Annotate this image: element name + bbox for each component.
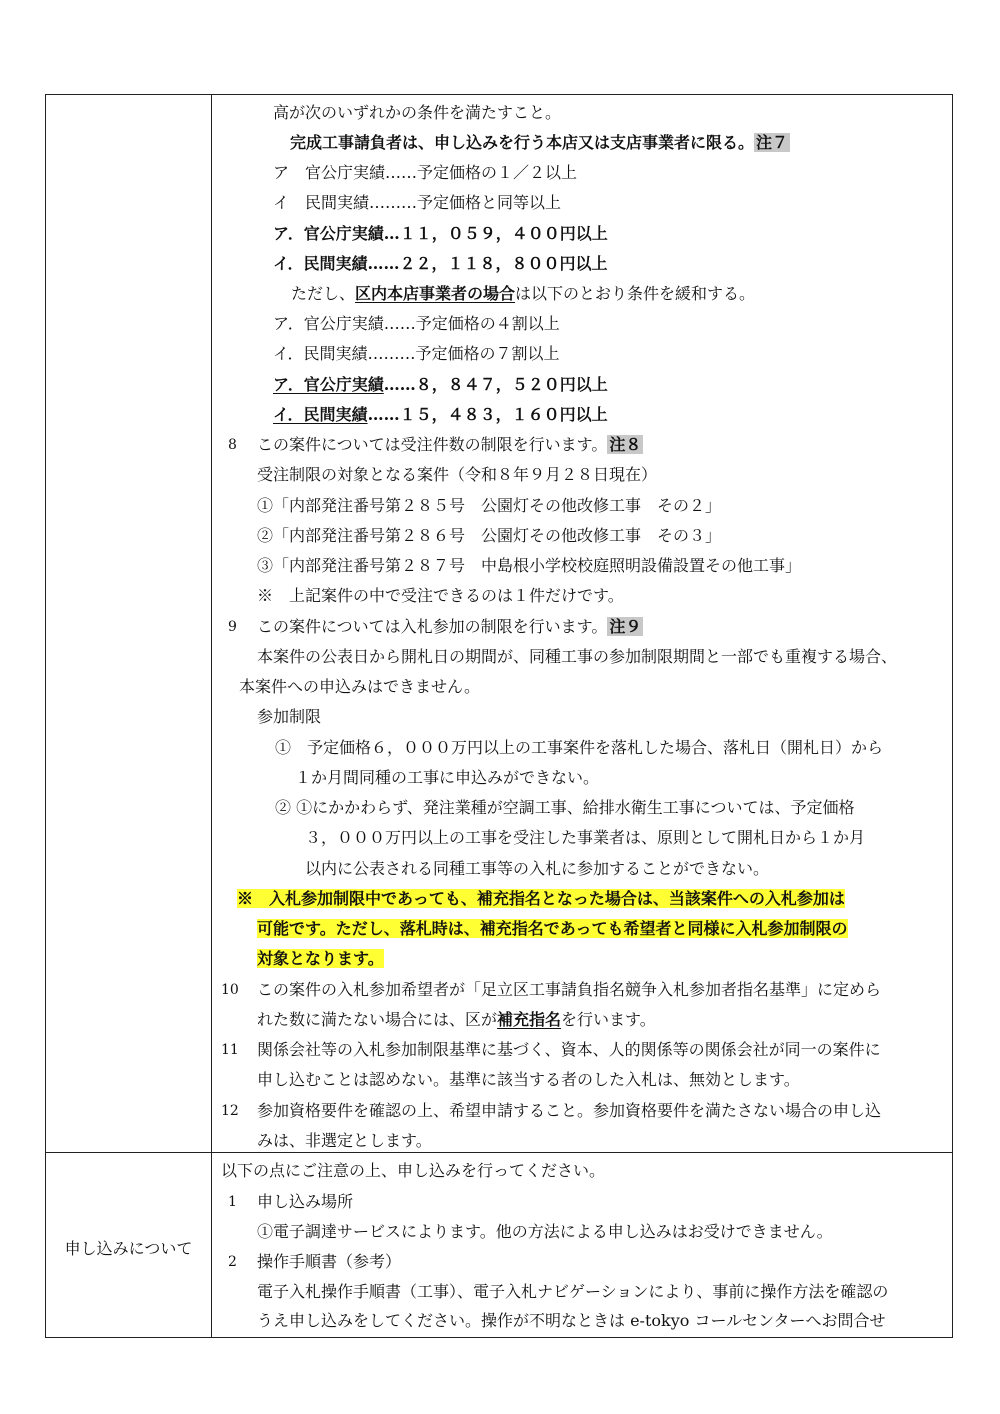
text-line: 申し込み場所 [257,1192,354,1211]
text-line: 本案件の公表日から開札日の期間が、同種工事の参加制限期間と一部でも重複する場合、 [257,647,898,666]
highlighted-line: 可能です。ただし、落札時は、補充指名であっても希望者と同様に入札参加制限の [257,919,848,938]
item-number: 10 [221,982,239,998]
text-line: 参加制限 [257,707,322,726]
text-line: 本案件への申込みはできません。 [239,677,480,696]
text-line: 参加資格要件を確認の上、希望申請すること。参加資格要件を満たさない場合の申し込 [257,1101,882,1120]
text-line: 申し込むことは認めない。基準に該当する者のした入札は、無効とします。 [257,1070,800,1089]
text-line: 操作手順書（参考） [257,1252,402,1271]
note-badge: 注９ [609,617,642,636]
note-badge: 注７ [756,133,789,152]
text-line: ②「内部発注番号第２８６号 公園灯その他改修工事 その３」 [257,526,722,545]
text-line: 関係会社等の入札参加制限基準に基づく、資本、人的関係等の関係会社が同一の案件に [257,1040,881,1059]
text-line: 完成工事請負者は、申し込みを行う本店又は支店事業者に限る。 注７ [290,133,789,152]
text-line: ③「内部発注番号第２８７号 中島根小学校校庭照明設備設置その他工事」 [257,556,802,575]
text-line: ア．官公庁実績……予定価格の４割以上 [273,314,560,333]
text-line: イ．民間実績………予定価格の７割以上 [273,344,560,363]
text-line: ① 予定価格６，０００万円以上の工事案件を落札した場合、落札日（開札日）から [275,738,884,757]
text-line: ② ①にかかわらず、発注業種が空調工事、給排水衛生工事については、予定価格 [275,798,855,817]
item-number: 12 [221,1103,239,1119]
item-number: 8 [228,437,237,453]
text-line: ア 官公庁実績……予定価格の１／２以上 [273,163,578,182]
text-line: 高が次のいずれかの条件を満たすこと。 [273,103,562,122]
item-number: 1 [228,1194,237,1210]
text-line: 受注制限の対象となる案件（令和８年９月２８日現在） [257,465,658,484]
text-line: この案件については入札参加の制限を行います。 注９ [257,617,642,636]
text-line: １か月間同種の工事に申込みができない。 [295,768,600,787]
text-line: ただし、区内本店事業者の場合は以下のとおり条件を緩和する。 [291,284,756,303]
text-line: この案件の入札参加希望者が「足立区工事請負指名競争入札参加者指名基準」に定めら [257,980,882,999]
item-number: 9 [228,619,237,635]
text-line: イ．民間実績……１５，４８３，１６０円以上 [273,405,608,424]
text-line: イ．民間実績……２２，１１８，８００円以上 [273,254,608,273]
text-line: ①「内部発注番号第２８５号 公園灯その他改修工事 その２」 [257,496,722,515]
text-line: れた数に満たない場合には、区が補充指名を行います。 [257,1010,656,1029]
text-line: イ 民間実績………予定価格と同等以上 [273,193,562,212]
text-line: 以下の点にご注意の上、申し込みを行ってください。 [221,1161,606,1180]
item-number: 11 [221,1042,239,1058]
text-line: 電子入札操作手順書（工事）、電子入札ナビゲーションにより、事前に操作方法を確認の [257,1282,889,1301]
text-line: ３，０００万円以上の工事を受注した事業者は、原則として開札日から１か月 [305,828,866,847]
text-line: みは、非選定とします。 [257,1131,432,1150]
text-line: ア．官公庁実績…１１，０５９，４００円以上 [273,224,608,243]
text-line: ア．官公庁実績……８，８４７，５２０円以上 [273,375,608,394]
item-number: 2 [228,1254,237,1270]
highlighted-line: 対象となります。 [257,949,384,968]
text-line: ①電子調達サービスによります。他の方法による申し込みはお受けできません。 [257,1222,833,1241]
section-label: 申し込みについて [64,1239,193,1258]
text-line: この案件については受注件数の制限を行います。 注８ [257,435,642,454]
text-line: うえ申し込みをしてください。操作が不明なときは e-tokyo コールセンターへお問合せ [257,1311,886,1330]
text-line: 以内に公表される同種工事等の入札に参加することができない。 [305,859,770,878]
text-line: ※ 上記案件の中で受注できるのは１件だけです。 [257,586,624,605]
row-divider [45,1152,953,1153]
highlighted-line: ※ 入札参加制限中であっても、補充指名となった場合は、当該案件への入札参加は [237,889,845,908]
note-badge: 注８ [609,435,642,454]
